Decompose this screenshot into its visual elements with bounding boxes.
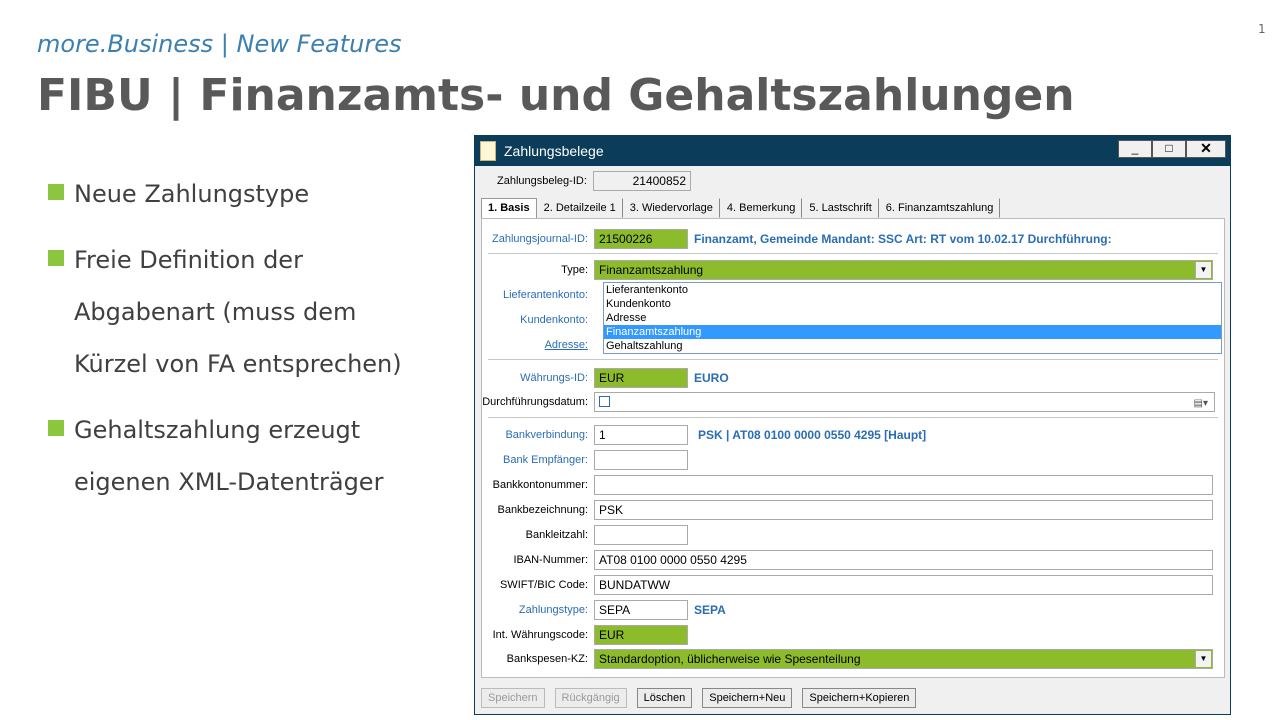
swift-input[interactable]: BUNDATWW	[594, 575, 1213, 595]
durchfuehrung-date-input[interactable]	[594, 392, 1215, 412]
type-option-selected[interactable]: Finanzamtszahlung	[604, 325, 1221, 339]
type-option[interactable]: Lieferantenkonto	[606, 284, 688, 296]
bankleitzahl-input[interactable]	[594, 525, 688, 545]
bankbez-input[interactable]: PSK	[594, 500, 1213, 520]
bankempf-row	[482, 450, 688, 470]
bankkonto-input[interactable]	[594, 475, 1213, 495]
bankbez-row	[482, 500, 1213, 520]
calendar-icon[interactable]: ▤▾	[1193, 398, 1208, 409]
spesen-label: Bankspesen-KZ:	[506, 653, 588, 665]
bankverbindung-row	[482, 425, 926, 445]
spesen-row	[482, 649, 1213, 669]
journal-description: Finanzamt, Gemeinde Mandant: SSC Art: RT vom 10.02.17 Durchführung:	[694, 232, 1112, 246]
date-checkbox[interactable]	[599, 396, 610, 407]
journal-input[interactable]: 21500226	[594, 229, 688, 249]
iban-label: IBAN-Nummer:	[513, 554, 588, 566]
save-copy-button[interactable]: Speichern+Kopieren	[802, 688, 916, 708]
chevron-down-icon[interactable]: ▼	[1195, 262, 1211, 278]
divider	[488, 253, 1218, 254]
swift-row	[482, 575, 1213, 595]
tab-finanzamtszahlung[interactable]: 6. Finanzamtszahlung	[879, 198, 1001, 218]
slide-subtitle: more.Business | New Features	[37, 30, 402, 58]
undo-button[interactable]: Rückgängig	[555, 688, 627, 708]
zahlungsbelege-window	[474, 135, 1231, 715]
type-option[interactable]: Adresse	[606, 312, 647, 324]
intwaehrung-row	[482, 625, 688, 645]
bankempf-label[interactable]: Bank Empfänger:	[503, 454, 588, 466]
kunden-row	[482, 310, 594, 330]
iban-input[interactable]: AT08 0100 0000 0550 4295	[594, 550, 1213, 570]
waehrung-label[interactable]: Währungs-ID:	[520, 372, 588, 384]
beleg-id-row	[497, 171, 691, 191]
type-select[interactable]	[594, 260, 1213, 280]
journal-label[interactable]: Zahlungsjournal-ID:	[492, 233, 588, 245]
type-select-value: Finanzamtszahlung	[599, 263, 704, 277]
tab-wiedervorlage[interactable]: 3. Wiedervorlage	[623, 198, 720, 218]
waehrung-input[interactable]: EUR	[594, 368, 688, 388]
close-button[interactable]: ✕	[1186, 140, 1226, 158]
tab-detailzeile[interactable]: 2. Detailzeile 1	[537, 198, 623, 218]
adresse-row	[482, 335, 594, 355]
bullet-text: Neue Zahlungstype	[74, 180, 310, 208]
bankverbindung-input[interactable]: 1	[594, 425, 688, 445]
bullet-text: Gehaltszahlung erzeugt	[74, 416, 361, 444]
bankverbindung-description: PSK | AT08 0100 0000 0550 4295 [Haupt]	[698, 428, 927, 442]
bankempf-input[interactable]	[594, 450, 688, 470]
zahlungstype-row	[482, 600, 726, 620]
divider	[488, 417, 1218, 418]
tab-basis[interactable]: 1. Basis	[481, 198, 537, 218]
action-bar	[481, 688, 916, 708]
bullet-item	[48, 168, 418, 220]
bankverbindung-label[interactable]: Bankverbindung:	[505, 429, 588, 441]
save-new-button[interactable]: Speichern+Neu	[702, 688, 792, 708]
beleg-id-field: 21400852	[593, 171, 691, 191]
intwaehrung-label: Int. Währungscode:	[492, 629, 588, 641]
bullet-item	[48, 234, 418, 390]
intwaehrung-input[interactable]: EUR	[594, 625, 688, 645]
spesen-select-value: Standardoption, üblicherweise wie Spesenteilung	[599, 652, 861, 666]
type-row	[482, 260, 1213, 280]
bullet-square-icon	[48, 250, 64, 266]
bullet-text: eigenen XML-Datenträger	[74, 468, 384, 496]
tab-bar	[481, 198, 1000, 218]
spesen-select[interactable]	[594, 649, 1213, 669]
durchfuehrung-label: Durchführungsdatum:	[482, 396, 588, 408]
zahlungstype-label[interactable]: Zahlungstype:	[518, 604, 588, 616]
bullet-text: Abgabenart (muss dem	[74, 298, 357, 326]
minimize-button[interactable]: _	[1118, 140, 1152, 158]
chevron-down-icon[interactable]: ▼	[1195, 651, 1211, 667]
kunden-label[interactable]: Kundenkonto:	[520, 314, 588, 326]
type-option[interactable]: Kundenkonto	[606, 298, 671, 310]
bullet-text: Freie Definition der	[74, 246, 303, 274]
delete-button[interactable]: Löschen	[637, 688, 693, 708]
bullet-item	[48, 404, 418, 508]
waehrung-row	[482, 368, 729, 388]
lieferant-row	[482, 285, 594, 305]
bullet-text: Kürzel von FA entsprechen)	[74, 350, 402, 378]
document-icon	[480, 141, 496, 161]
journal-row	[482, 229, 1112, 249]
type-option[interactable]: Gehaltszahlung	[606, 340, 683, 352]
bankleitzahl-label: Bankleitzahl:	[525, 529, 588, 541]
bankleitzahl-row	[482, 525, 688, 545]
bankkonto-label: Bankkontonummer:	[492, 479, 588, 491]
zahlungstype-description: SEPA	[694, 603, 726, 617]
bullet-square-icon	[48, 420, 64, 436]
swift-label: SWIFT/BIC Code:	[499, 579, 588, 591]
bullet-square-icon	[48, 184, 64, 200]
window-title: Zahlungsbelege	[504, 143, 604, 159]
zahlungstype-input[interactable]: SEPA	[594, 600, 688, 620]
bullet-list	[48, 168, 418, 522]
tab-bemerkung[interactable]: 4. Bemerkung	[720, 198, 802, 218]
slide-number: 1	[1258, 22, 1266, 36]
lieferant-label[interactable]: Lieferantenkonto:	[502, 289, 588, 301]
waehrung-description: EURO	[694, 371, 729, 385]
basis-panel	[481, 218, 1225, 678]
tab-lastschrift[interactable]: 5. Lastschrift	[802, 198, 878, 218]
adresse-label[interactable]: Adresse:	[544, 339, 588, 351]
divider	[488, 359, 1218, 360]
bankkonto-row	[482, 475, 1213, 495]
window-controls	[1118, 140, 1226, 158]
iban-row	[482, 550, 1213, 570]
save-button[interactable]: Speichern	[481, 688, 545, 708]
bankbez-label: Bankbezeichnung:	[497, 504, 588, 516]
beleg-id-label: Zahlungsbeleg-ID:	[497, 175, 587, 187]
type-label: Type:	[561, 264, 588, 276]
maximize-button[interactable]: □	[1152, 140, 1186, 158]
durchfuehrung-row	[482, 392, 1215, 412]
type-dropdown-list	[603, 282, 1222, 354]
window-titlebar[interactable]	[475, 136, 1230, 166]
slide-title: FIBU | Finanzamts- und Gehaltszahlungen	[37, 70, 1075, 121]
